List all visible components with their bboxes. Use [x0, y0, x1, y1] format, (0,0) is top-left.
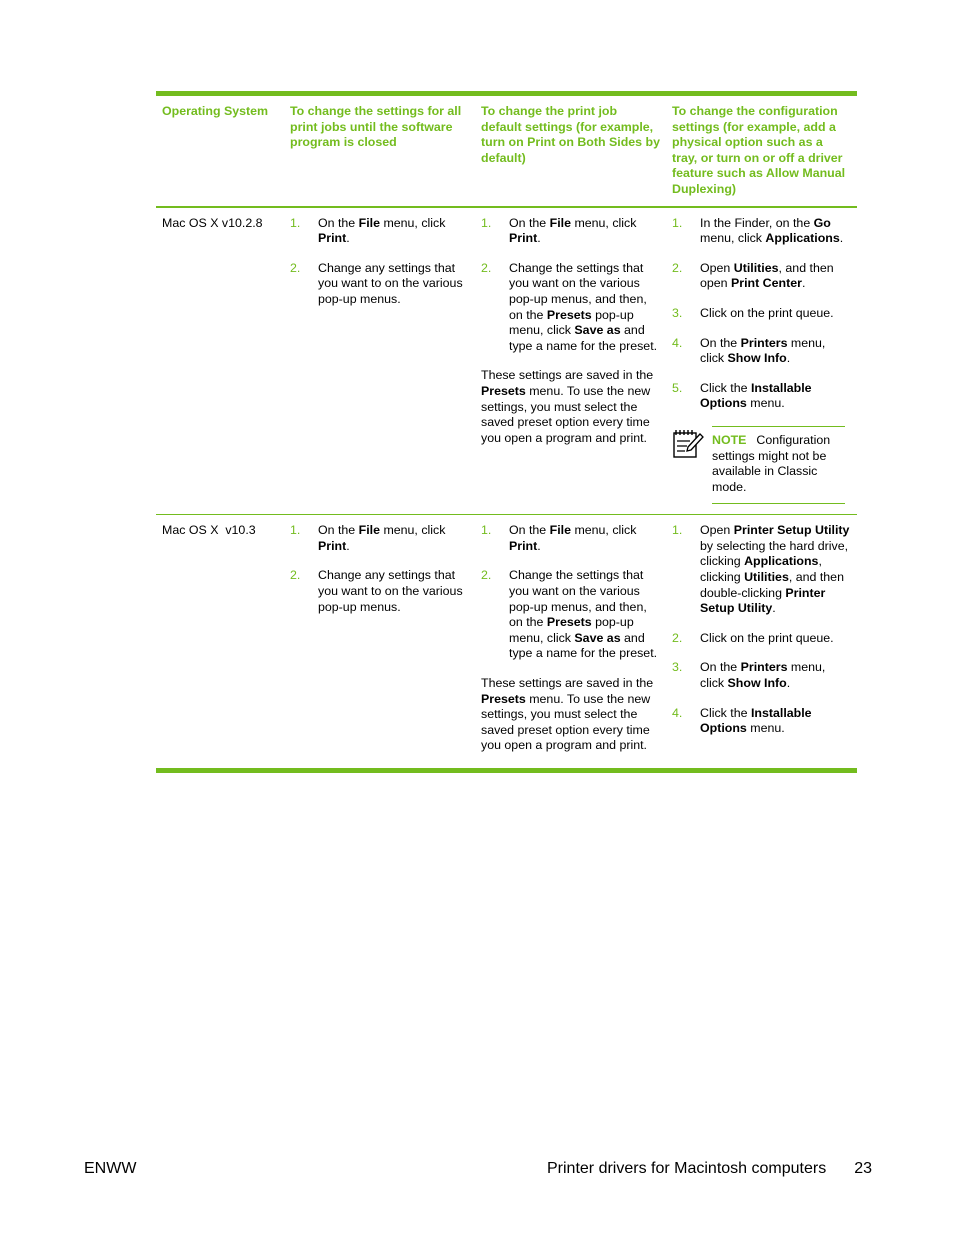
steps-list	[290, 216, 469, 308]
note-label: NOTE	[712, 432, 747, 447]
steps-list	[672, 216, 851, 412]
list-item: 2. Change the settings that you want on the various pop-up menus, and then, on the Presets pop-up menu, click Save as and type a name for the preset.	[481, 260, 658, 353]
list-item: 4. On the Printers menu, click Show Info.	[672, 335, 826, 366]
note-callout	[672, 426, 851, 504]
default-steps-cell	[475, 207, 666, 515]
header-default-settings: To change the print job default settings (for example, turn on Print on Both Sides by default)	[481, 104, 660, 165]
list-item: 2. Change any settings that you want to on the various pop-up menus.	[290, 260, 463, 306]
table-row	[156, 207, 857, 515]
steps-list	[672, 523, 851, 737]
list-item: 2. Change any settings that you want to on the various pop-up menus.	[290, 568, 463, 614]
presets-note-paragraph: These settings are saved in the Presets menu. To use the new settings, you must select the saved preset option every time you open a program and print.	[481, 676, 654, 753]
list-item: 2. Click on the print queue.	[672, 630, 834, 645]
steps-list	[290, 523, 469, 615]
header-operating-system: Operating System	[162, 104, 269, 118]
header-session-settings: To change the settings for all print jobs until the software program is closed	[290, 104, 462, 150]
session-steps-cell	[284, 515, 475, 771]
list-item: 1. Open Printer Setup Utility by selecting the hard drive, clicking Applications, clicking Utilities, and then double-clicking Printer Setup Utility.	[672, 523, 850, 616]
list-item: 2. Change the settings that you want on the various pop-up menus, and then, on the Presets pop-up menu, click Save as and type a name for the preset.	[481, 568, 658, 661]
config-settings-table	[156, 91, 857, 773]
list-item: 1. On the File menu, click Print.	[481, 523, 637, 553]
note-pad-icon	[672, 426, 712, 504]
table-header-row	[156, 94, 857, 207]
list-item: 5. Click the Installable Options menu.	[672, 380, 812, 411]
footer-section-and-page	[547, 1159, 872, 1179]
list-item: 1. In the Finder, on the Go menu, click Applications.	[672, 215, 844, 246]
note-text: Configuration settings might not be available in Classic mode.	[712, 432, 831, 494]
os-cell: Mac OS X v10.2.8	[162, 215, 263, 230]
list-item: 2. Open Utilities, and then open Print Center.	[672, 260, 834, 291]
steps-list	[481, 523, 660, 662]
configuration-steps-cell	[666, 207, 857, 515]
steps-list	[481, 216, 660, 355]
footer-section-title: Printer drivers for Macintosh computers	[547, 1160, 827, 1177]
list-item: 4. Click the Installable Options menu.	[672, 705, 812, 736]
list-item: 1. On the File menu, click Print.	[290, 523, 446, 553]
list-item: 1. On the File menu, click Print.	[481, 215, 637, 246]
list-item: 3. Click on the print queue.	[672, 305, 834, 320]
header-configuration-settings: To change the configuration settings (for example, add a physical option such as a tray, or turn on or off a driver feature such as Allow Manual Duplexing)	[672, 104, 846, 196]
configuration-steps-cell	[666, 515, 857, 771]
default-steps-cell	[475, 515, 666, 771]
footer-publisher-code: ENWW	[84, 1160, 137, 1177]
session-steps-cell	[284, 207, 475, 515]
os-cell: Mac OS X v10.3	[162, 523, 256, 538]
list-item: 1. On the File menu, click Print.	[290, 215, 446, 246]
table-row	[156, 515, 857, 771]
presets-note-paragraph: These settings are saved in the Presets menu. To use the new settings, you must select the saved preset option every time you open a program and print.	[481, 368, 654, 445]
page-number: 23	[854, 1160, 872, 1177]
list-item: 3. On the Printers menu, click Show Info.	[672, 660, 826, 691]
